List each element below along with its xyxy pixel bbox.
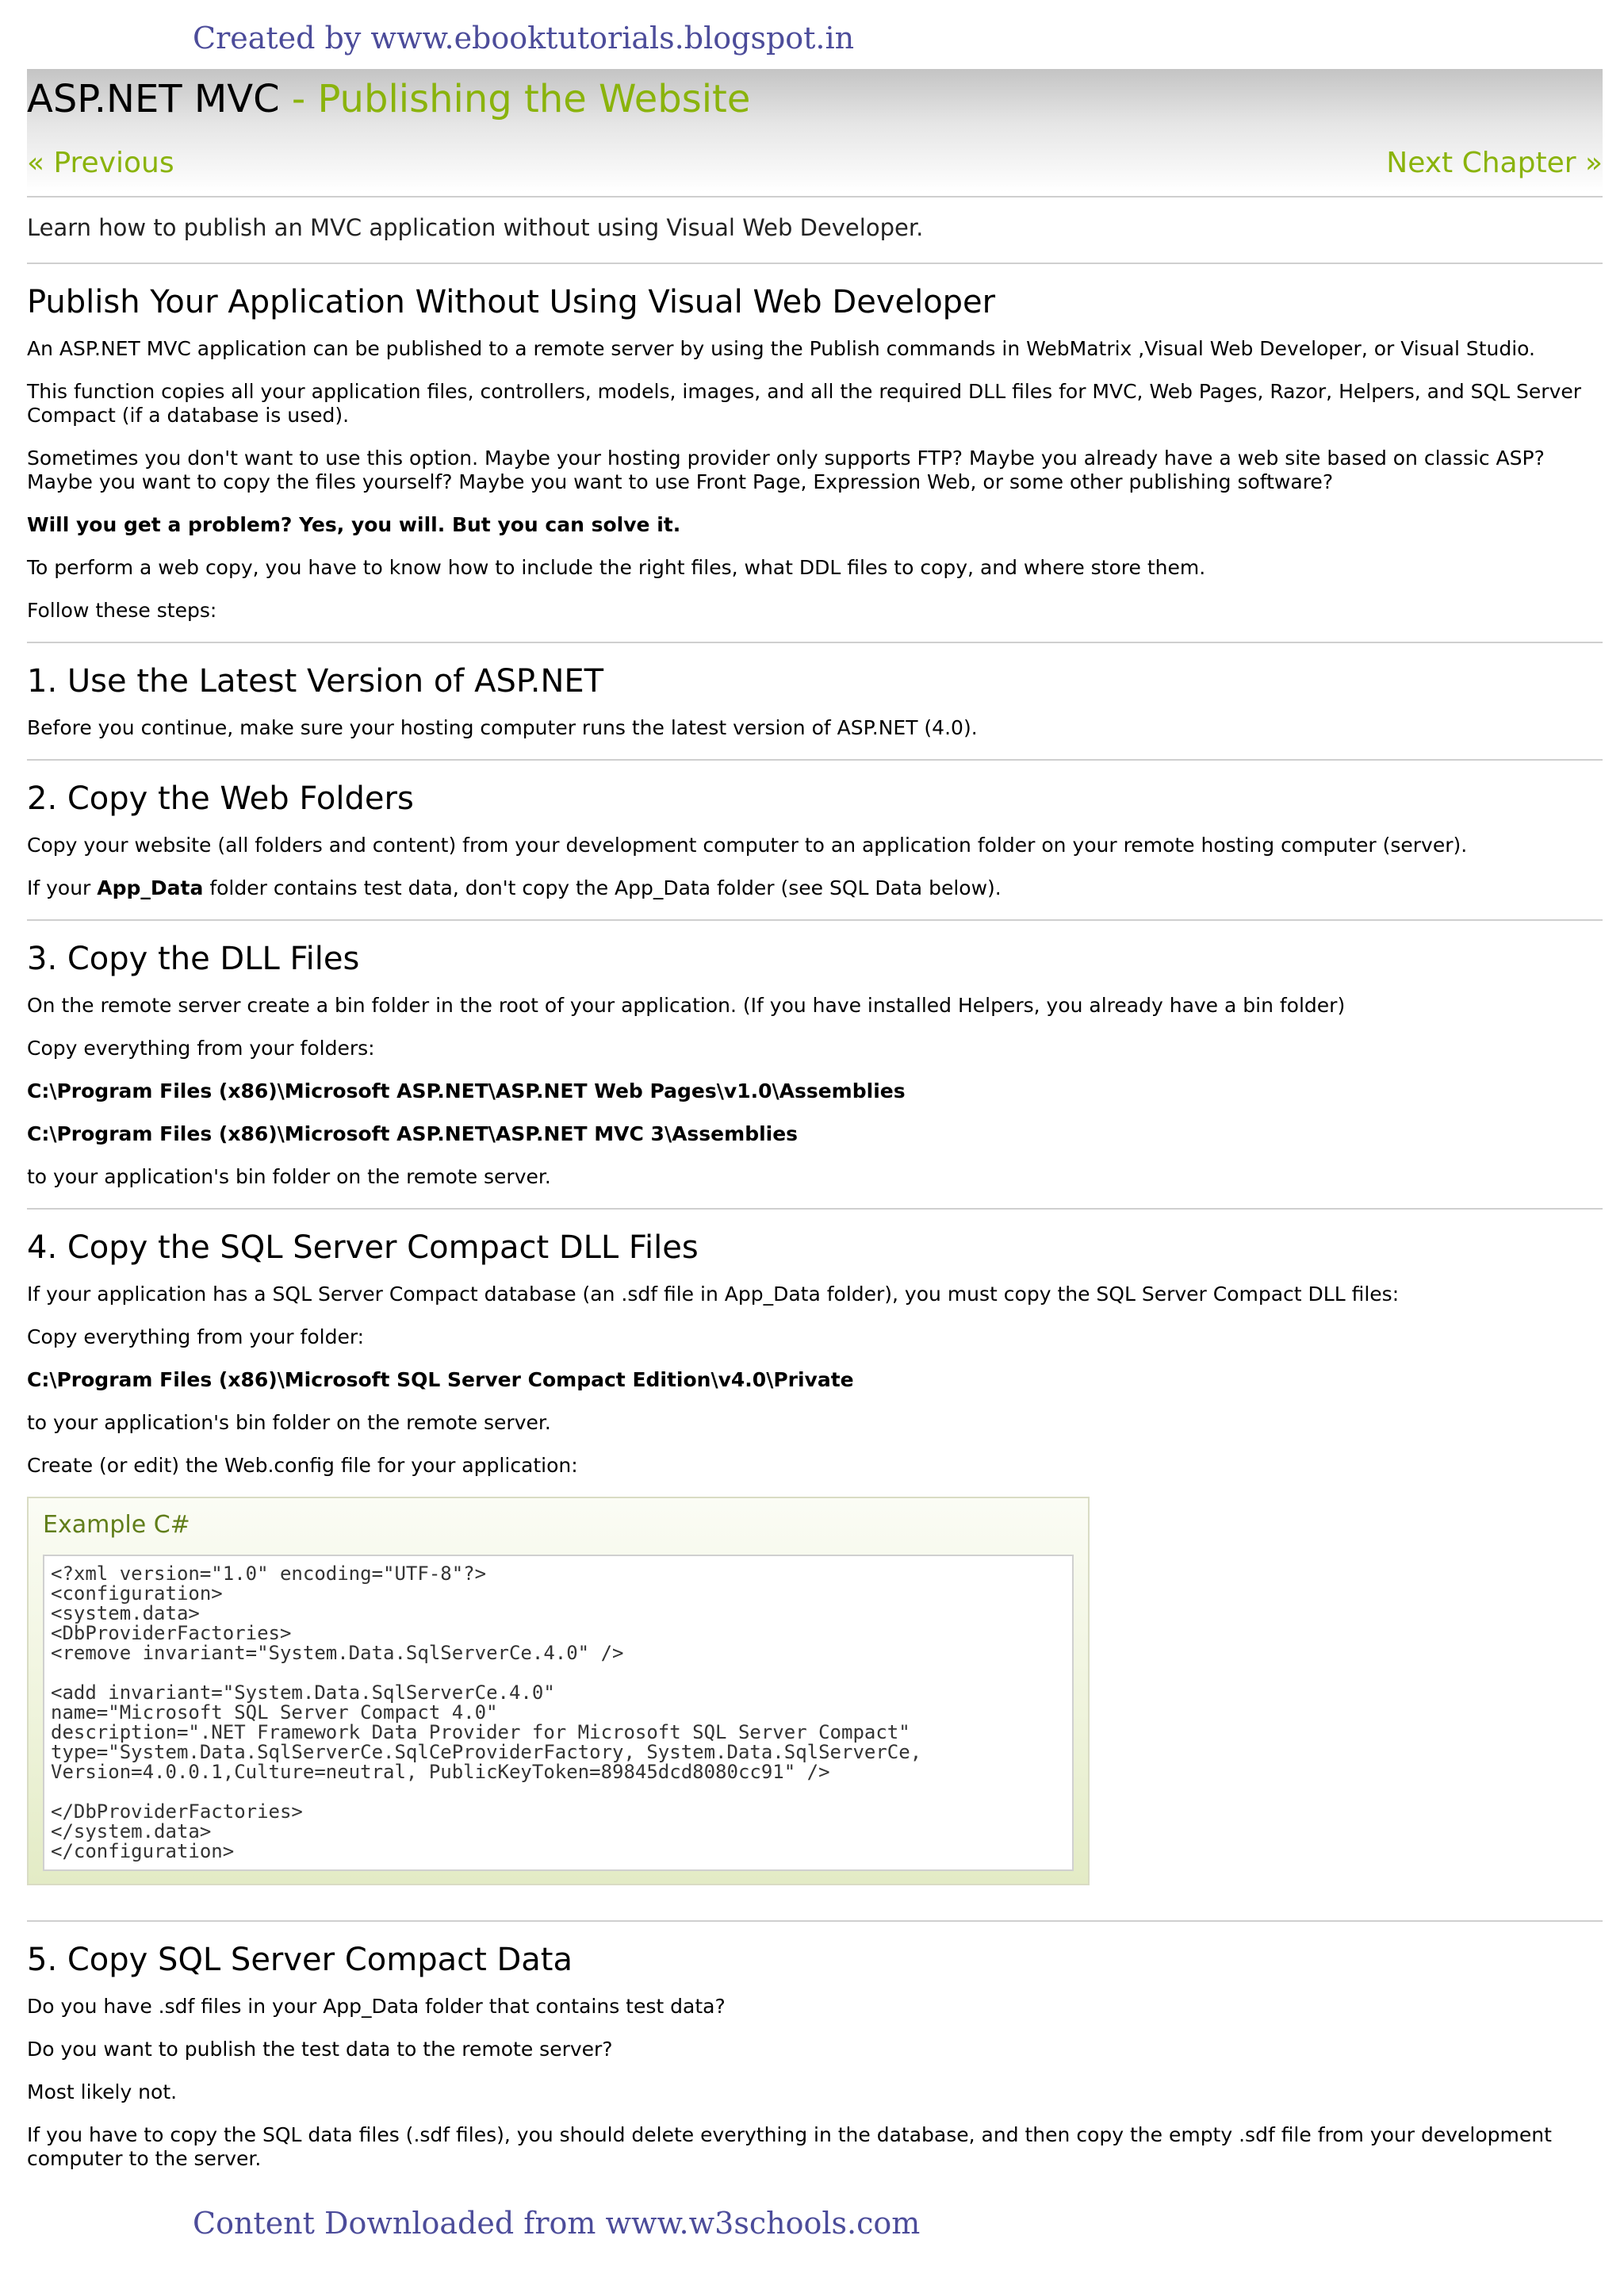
paragraph: Before you continue, make sure your hosting computer runs the latest version of ASP.NET (4.0). bbox=[27, 715, 978, 739]
paragraph: This function copies all your application files, controllers, models, images, and all the required DLL files for MVC, Web Pages, Razor, Helpers, and SQL Server Compact (if a database is used). bbox=[27, 379, 1582, 427]
bold-text: App_Data bbox=[97, 876, 204, 899]
paragraph: If your application has a SQL Server Compact database (an .sdf file in App_Data folder), you must copy the SQL Server Compact DLL files: bbox=[27, 1282, 1400, 1306]
page-header bbox=[27, 69, 1603, 196]
divider bbox=[27, 196, 1603, 197]
code-block[interactable]: <?xml version="1.0" encoding="UTF-8"?> <configuration> <system.data> <DbProviderFactories> <remove invariant="System.Data.SqlServerCe.4.0" /> <add invariant="System.Data.SqlServerCe.4.0" name="Microsoft SQL Server Compact 4.0" description=".NET Framework Data Provider for Microsoft SQL Server Compact" type="System.Data.SqlServerCe.SqlCeProviderFactory, System.Data.SqlServerCe, Version=4.0.0.1,Culture=neutral, PublicKeyToken=89845dcd8080cc91" /> </DbProviderFactories> </system.data> </configuration> bbox=[43, 1555, 1074, 1871]
paragraph: To perform a web copy, you have to know how to include the right files, what DDL files to copy, and where store them. bbox=[27, 555, 1206, 579]
section-step-2 bbox=[27, 780, 1603, 900]
paragraph: Follow these steps: bbox=[27, 598, 217, 622]
paragraph bbox=[27, 876, 1603, 900]
code-example-box bbox=[27, 1497, 1090, 1885]
paragraph: Most likely not. bbox=[27, 2080, 178, 2103]
divider bbox=[27, 919, 1603, 921]
paragraph: An ASP.NET MVC application can be published to a remote server by using the Publish commands in WebMatrix ,Visual Web Developer, or Visual Studio. bbox=[27, 336, 1535, 360]
paragraph: Copy everything from your folders: bbox=[27, 1036, 375, 1060]
previous-link[interactable]: « Previous bbox=[27, 147, 174, 179]
title-main: ASP.NET MVC bbox=[27, 77, 280, 121]
section-heading: 4. Copy the SQL Server Compact DLL Files bbox=[27, 1229, 699, 1266]
article bbox=[27, 69, 1603, 2190]
folder-path: C:\Program Files (x86)\Microsoft SQL Server Compact Edition\v4.0\Private bbox=[27, 1367, 854, 1391]
path-paragraph bbox=[27, 1079, 1603, 1103]
paragraph: Do you have .sdf files in your App_Data folder that contains test data? bbox=[27, 1994, 726, 2018]
paragraph: Copy everything from your folder: bbox=[27, 1325, 365, 1348]
section-step-5 bbox=[27, 1941, 1603, 2171]
text: folder contains test data, don't copy the App_Data folder (see SQL Data below). bbox=[203, 876, 1002, 899]
divider bbox=[27, 759, 1603, 761]
next-chapter-link[interactable]: Next Chapter » bbox=[1386, 147, 1603, 179]
path-paragraph bbox=[27, 1368, 1603, 1392]
section-heading: 2. Copy the Web Folders bbox=[27, 780, 414, 817]
paragraph: to your application's bin folder on the remote server. bbox=[27, 1410, 551, 1434]
paragraph: to your application's bin folder on the remote server. bbox=[27, 1164, 551, 1188]
paragraph: Do you want to publish the test data to the remote server? bbox=[27, 2037, 613, 2061]
example-title: Example C# bbox=[43, 1510, 190, 1539]
paragraph: Create (or edit) the Web.config file for your application: bbox=[27, 1453, 578, 1477]
section-heading: 3. Copy the DLL Files bbox=[27, 940, 360, 977]
folder-path: C:\Program Files (x86)\Microsoft ASP.NET\ASP.NET Web Pages\v1.0\Assemblies bbox=[27, 1079, 906, 1102]
watermark-bottom: Content Downloaded from www.w3schools.com bbox=[193, 2206, 921, 2241]
section-heading: Publish Your Application Without Using Visual Web Developer bbox=[27, 283, 996, 320]
divider bbox=[27, 1920, 1603, 1922]
paragraph: Copy your website (all folders and content) from your development computer to an application folder on your remote hosting computer (server). bbox=[27, 833, 1468, 857]
paragraph: On the remote server create a bin folder in the root of your application. (If you have installed Helpers, you already have a bin folder) bbox=[27, 993, 1346, 1017]
divider bbox=[27, 263, 1603, 264]
section-step-4 bbox=[27, 1229, 1603, 1885]
page-title bbox=[27, 77, 750, 121]
paragraph-bold bbox=[27, 513, 1603, 537]
paragraph: Sometimes you don't want to use this option. Maybe your hosting provider only supports FTP? Maybe you already have a web site based on classic ASP? Maybe you want to copy the files yourself? Maybe you want to use Front Page, Expression Web, or some other publishing software? bbox=[27, 446, 1545, 493]
paragraph: If you have to copy the SQL data files (.sdf files), you should delete everything in the database, and then copy the empty .sdf file from your development computer to the server. bbox=[27, 2122, 1552, 2170]
section-step-3 bbox=[27, 940, 1603, 1189]
section-step-1 bbox=[27, 662, 1603, 740]
folder-path: C:\Program Files (x86)\Microsoft ASP.NET\ASP.NET MVC 3\Assemblies bbox=[27, 1122, 799, 1145]
section-heading: 1. Use the Latest Version of ASP.NET bbox=[27, 662, 604, 700]
section-publish bbox=[27, 283, 1603, 623]
divider bbox=[27, 642, 1603, 643]
watermark-top: Created by www.ebooktutorials.blogspot.in bbox=[193, 21, 855, 56]
text: If your bbox=[27, 876, 98, 899]
section-heading: 5. Copy SQL Server Compact Data bbox=[27, 1941, 573, 1978]
intro-text: Learn how to publish an MVC application without using Visual Web Developer. bbox=[27, 214, 924, 241]
divider bbox=[27, 1208, 1603, 1210]
bold-text: Will you get a problem? Yes, you will. But you can solve it. bbox=[27, 512, 681, 536]
title-accent: - Publishing the Website bbox=[279, 77, 751, 121]
path-paragraph bbox=[27, 1122, 1603, 1146]
